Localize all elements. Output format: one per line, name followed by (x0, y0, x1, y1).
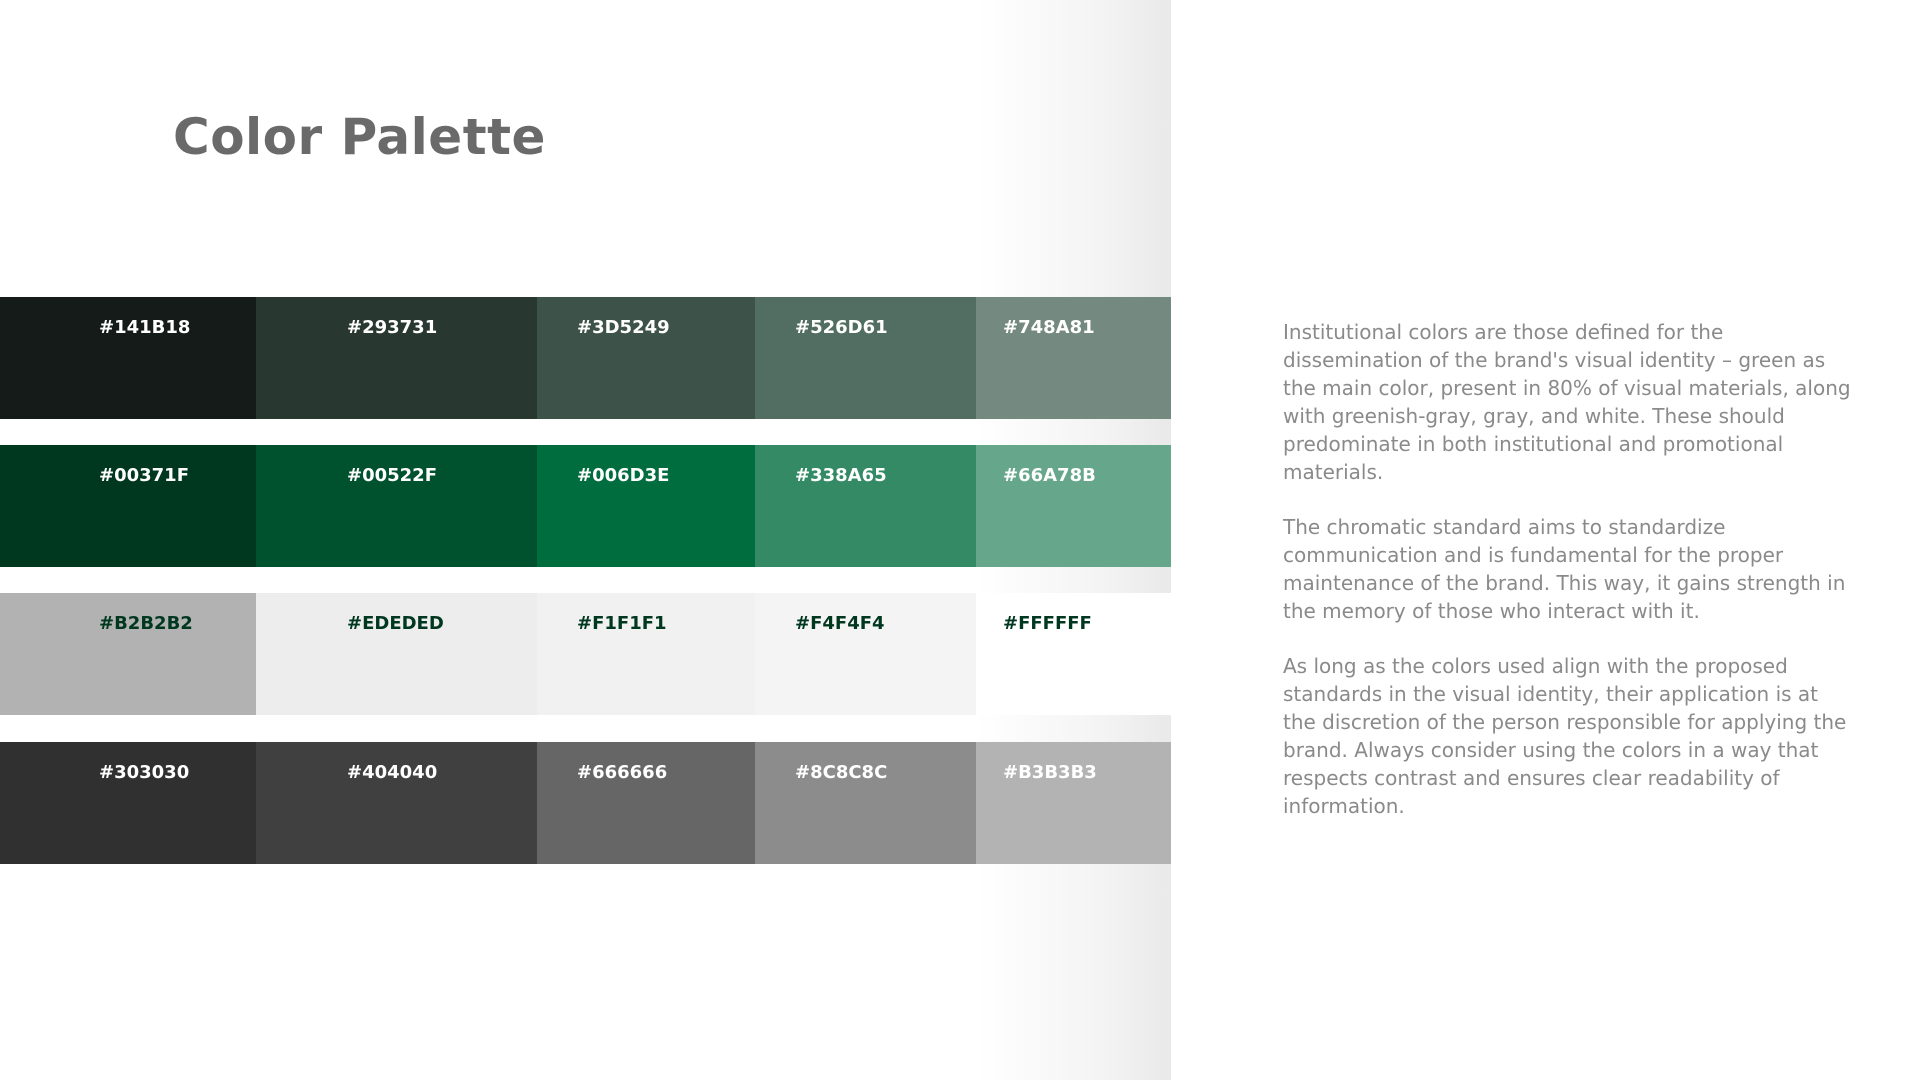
color-swatch (755, 593, 976, 715)
color-swatch (0, 593, 256, 715)
swatch-row (0, 297, 1171, 419)
swatch-hex-label: #F1F1F1 (577, 613, 667, 634)
color-swatch (256, 593, 537, 715)
color-swatch (976, 445, 1171, 567)
color-swatch (755, 297, 976, 419)
description-paragraph: Institutional colors are those defined for the dissemination of the brand's visual identity – green as the main color, present in 80% of visual materials, along with greenish-gray, gray, and white. These should predominate in both institutional and promotional materials. (1283, 320, 1851, 484)
swatch-hex-label: #006D3E (577, 465, 670, 486)
swatch-hex-label: #00522F (347, 465, 437, 486)
color-swatch (537, 593, 755, 715)
color-swatch (0, 445, 256, 567)
palette-description (1283, 318, 1853, 847)
description-paragraph: The chromatic standard aims to standardize communication and is fundamental for the proper maintenance of the brand. This way, it gains strength in the memory of those who interact with it. (1283, 515, 1846, 623)
color-swatch (537, 445, 755, 567)
swatch-hex-label: #8C8C8C (795, 762, 888, 783)
swatch-row (0, 445, 1171, 567)
swatch-hex-label: #FFFFFF (1003, 613, 1092, 634)
swatch-row (0, 742, 1171, 864)
color-swatch (976, 742, 1171, 864)
swatch-hex-label: #00371F (99, 465, 189, 486)
swatch-hex-label: #141B18 (99, 317, 191, 338)
color-swatch (256, 445, 537, 567)
color-swatch (976, 297, 1171, 419)
swatch-hex-label: #3D5249 (577, 317, 670, 338)
swatch-hex-label: #666666 (577, 762, 668, 783)
color-swatch (537, 742, 755, 864)
swatch-hex-label: #338A65 (795, 465, 887, 486)
swatch-row (0, 593, 1171, 715)
swatch-hex-label: #293731 (347, 317, 438, 338)
swatch-hex-label: #B3B3B3 (1003, 762, 1097, 783)
color-swatch (256, 297, 537, 419)
swatch-hex-label: #404040 (347, 762, 438, 783)
swatch-hex-label: #303030 (99, 762, 190, 783)
swatch-hex-label: #66A78B (1003, 465, 1096, 486)
page-title: Color Palette (173, 108, 546, 166)
color-swatch (537, 297, 755, 419)
swatch-hex-label: #B2B2B2 (99, 613, 193, 634)
color-swatch (256, 742, 537, 864)
color-swatch (755, 742, 976, 864)
swatch-hex-label: #748A81 (1003, 317, 1095, 338)
color-swatch (976, 593, 1171, 715)
color-swatch (755, 445, 976, 567)
color-swatch (0, 742, 256, 864)
swatch-hex-label: #EDEDED (347, 613, 444, 634)
color-swatch (0, 297, 256, 419)
description-paragraph: As long as the colors used align with the proposed standards in the visual identity, their application is at the discretion of the person responsible for applying the brand. Always consider using the colors in a way that respects contrast and ensures clear readability of information. (1283, 654, 1847, 818)
swatch-hex-label: #526D61 (795, 317, 888, 338)
swatch-hex-label: #F4F4F4 (795, 613, 885, 634)
